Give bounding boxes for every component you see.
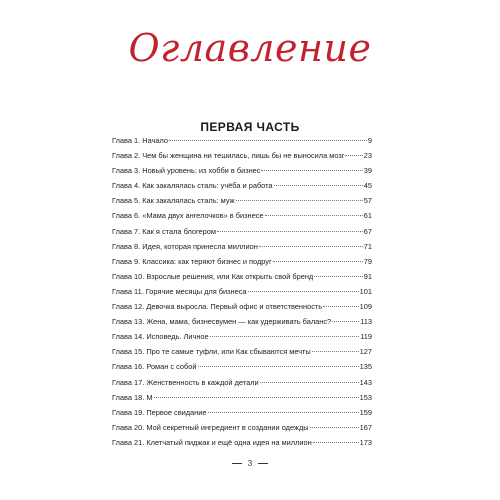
toc-entry-page: 9 (367, 136, 372, 145)
toc-entry-page: 61 (363, 211, 372, 221)
part-title: ПЕРВАЯ ЧАСТЬ (200, 120, 300, 134)
toc-entry-title: Глава 3. Новый уровень: из хобби в бизнес (112, 166, 261, 176)
toc-entry-page: 57 (363, 196, 372, 206)
toc-entry (112, 224, 372, 239)
toc-entry (112, 178, 372, 193)
toc-entry (112, 239, 372, 254)
toc-entry-page: 23 (363, 151, 372, 161)
toc-dot-leader (169, 140, 367, 141)
toc-entry (112, 405, 372, 420)
toc-entry-title: Глава 14. Исповедь. Личное (112, 332, 209, 342)
toc-entry-page: 113 (360, 317, 372, 327)
toc-entry-page: 127 (359, 347, 372, 357)
toc-dot-leader (210, 336, 360, 337)
toc-dot-leader (313, 442, 359, 443)
toc-entry-page: 91 (363, 271, 372, 281)
toc-entry (112, 314, 372, 329)
toc-entry-title: Глава 21. Клетчатый пиджак и ещё одна идея на миллион (112, 437, 312, 447)
toc-entry-title: Глава 15. Про те самые туфли, или Как сбываются мечты (112, 347, 311, 357)
toc-dot-leader (312, 351, 359, 352)
toc-dot-leader (198, 366, 359, 367)
toc-entry-page: 143 (359, 377, 372, 387)
toc-entry (112, 329, 372, 344)
toc-entry-page: 159 (359, 407, 372, 417)
toc-dot-leader (274, 185, 363, 186)
toc-entry (112, 269, 372, 284)
toc-entry (112, 420, 372, 435)
toc-dot-leader (260, 382, 359, 383)
toc-dot-leader (248, 291, 359, 292)
toc-entry (112, 344, 372, 359)
toc-entry-page: 173 (359, 437, 372, 447)
toc-entry (112, 375, 372, 390)
toc-dot-leader (273, 261, 363, 262)
toc-entry-title: Глава 5. Как закалялась сталь: муж (112, 196, 235, 206)
toc-entry (112, 208, 372, 223)
toc-dot-leader (310, 427, 359, 428)
toc-entry-title: Глава 16. Роман с собой (112, 362, 197, 372)
toc-dot-leader (208, 412, 359, 413)
toc-dot-leader (154, 397, 359, 398)
page-footer (0, 459, 500, 468)
toc-entry-page: 119 (360, 332, 372, 342)
toc-entry-title: Глава 4. Как закалялась сталь: учёба и работа (112, 181, 273, 191)
toc-entry-title: Глава 2. Чем бы женщина ни тешилась, лишь бы не выносила мозг (112, 151, 345, 161)
toc-dot-leader (261, 170, 362, 171)
toc-entry-title: Глава 18. М (112, 392, 153, 402)
table-of-contents (112, 133, 372, 450)
toc-entry-page: 109 (359, 302, 372, 312)
toc-entry-title: Глава 11. Горячие месяцы для бизнеса (112, 286, 247, 296)
toc-entry-title: Глава 12. Девочка выросла. Первый офис и ответственность (112, 302, 323, 312)
toc-dot-leader (236, 200, 363, 201)
toc-entry (112, 254, 372, 269)
toc-entry (112, 133, 372, 148)
toc-dot-leader (259, 246, 363, 247)
toc-dot-leader (323, 306, 359, 307)
toc-entry (112, 148, 372, 163)
toc-dot-leader (265, 215, 363, 216)
toc-entry-title: Глава 13. Жена, мама, бизнесвумен — как удерживать баланс? (112, 317, 332, 327)
toc-dot-leader (332, 321, 359, 322)
toc-entry (112, 284, 372, 299)
footer-dash-right (258, 463, 268, 464)
toc-entry-title: Глава 6. «Мама двух ангелочков» в бизнесе (112, 211, 264, 221)
toc-entry-page: 167 (359, 422, 372, 432)
toc-entry (112, 193, 372, 208)
toc-entry-page: 45 (363, 181, 372, 191)
toc-entry-page: 153 (359, 392, 372, 402)
toc-entry-page: 71 (363, 241, 372, 251)
toc-entry (112, 359, 372, 374)
toc-entry-title: Глава 8. Идея, которая принесла миллион (112, 241, 258, 251)
footer-dash-left (232, 463, 242, 464)
page-number: 3 (247, 459, 253, 468)
toc-entry (112, 299, 372, 314)
toc-entry-title: Глава 10. Взрослые решения, или Как открыть свой бренд (112, 271, 314, 281)
toc-entry-title: Глава 7. Как я стала блогером (112, 226, 216, 236)
toc-entry (112, 390, 372, 405)
toc-entry (112, 163, 372, 178)
toc-entry-title: Глава 9. Классика: как теряют бизнес и подруг (112, 256, 272, 266)
toc-entry-title: Глава 17. Женственность в каждой детали (112, 377, 259, 387)
toc-entry-page: 101 (359, 286, 372, 296)
toc-entry-title: Глава 1. Начало (112, 136, 168, 145)
toc-entry-page: 79 (363, 256, 372, 266)
toc-dot-leader (314, 276, 363, 277)
toc-dot-leader (345, 155, 362, 156)
page-title: Оглавление (128, 26, 372, 70)
toc-entry-title: Глава 19. Первое свидание (112, 407, 207, 417)
toc-entry (112, 435, 372, 450)
toc-entry-page: 39 (363, 166, 372, 176)
toc-dot-leader (217, 231, 363, 232)
toc-entry-page: 67 (363, 226, 372, 236)
toc-entry-title: Глава 20. Мой секретный ингредиент в создании одежды (112, 422, 309, 432)
toc-entry-page: 135 (359, 362, 372, 372)
